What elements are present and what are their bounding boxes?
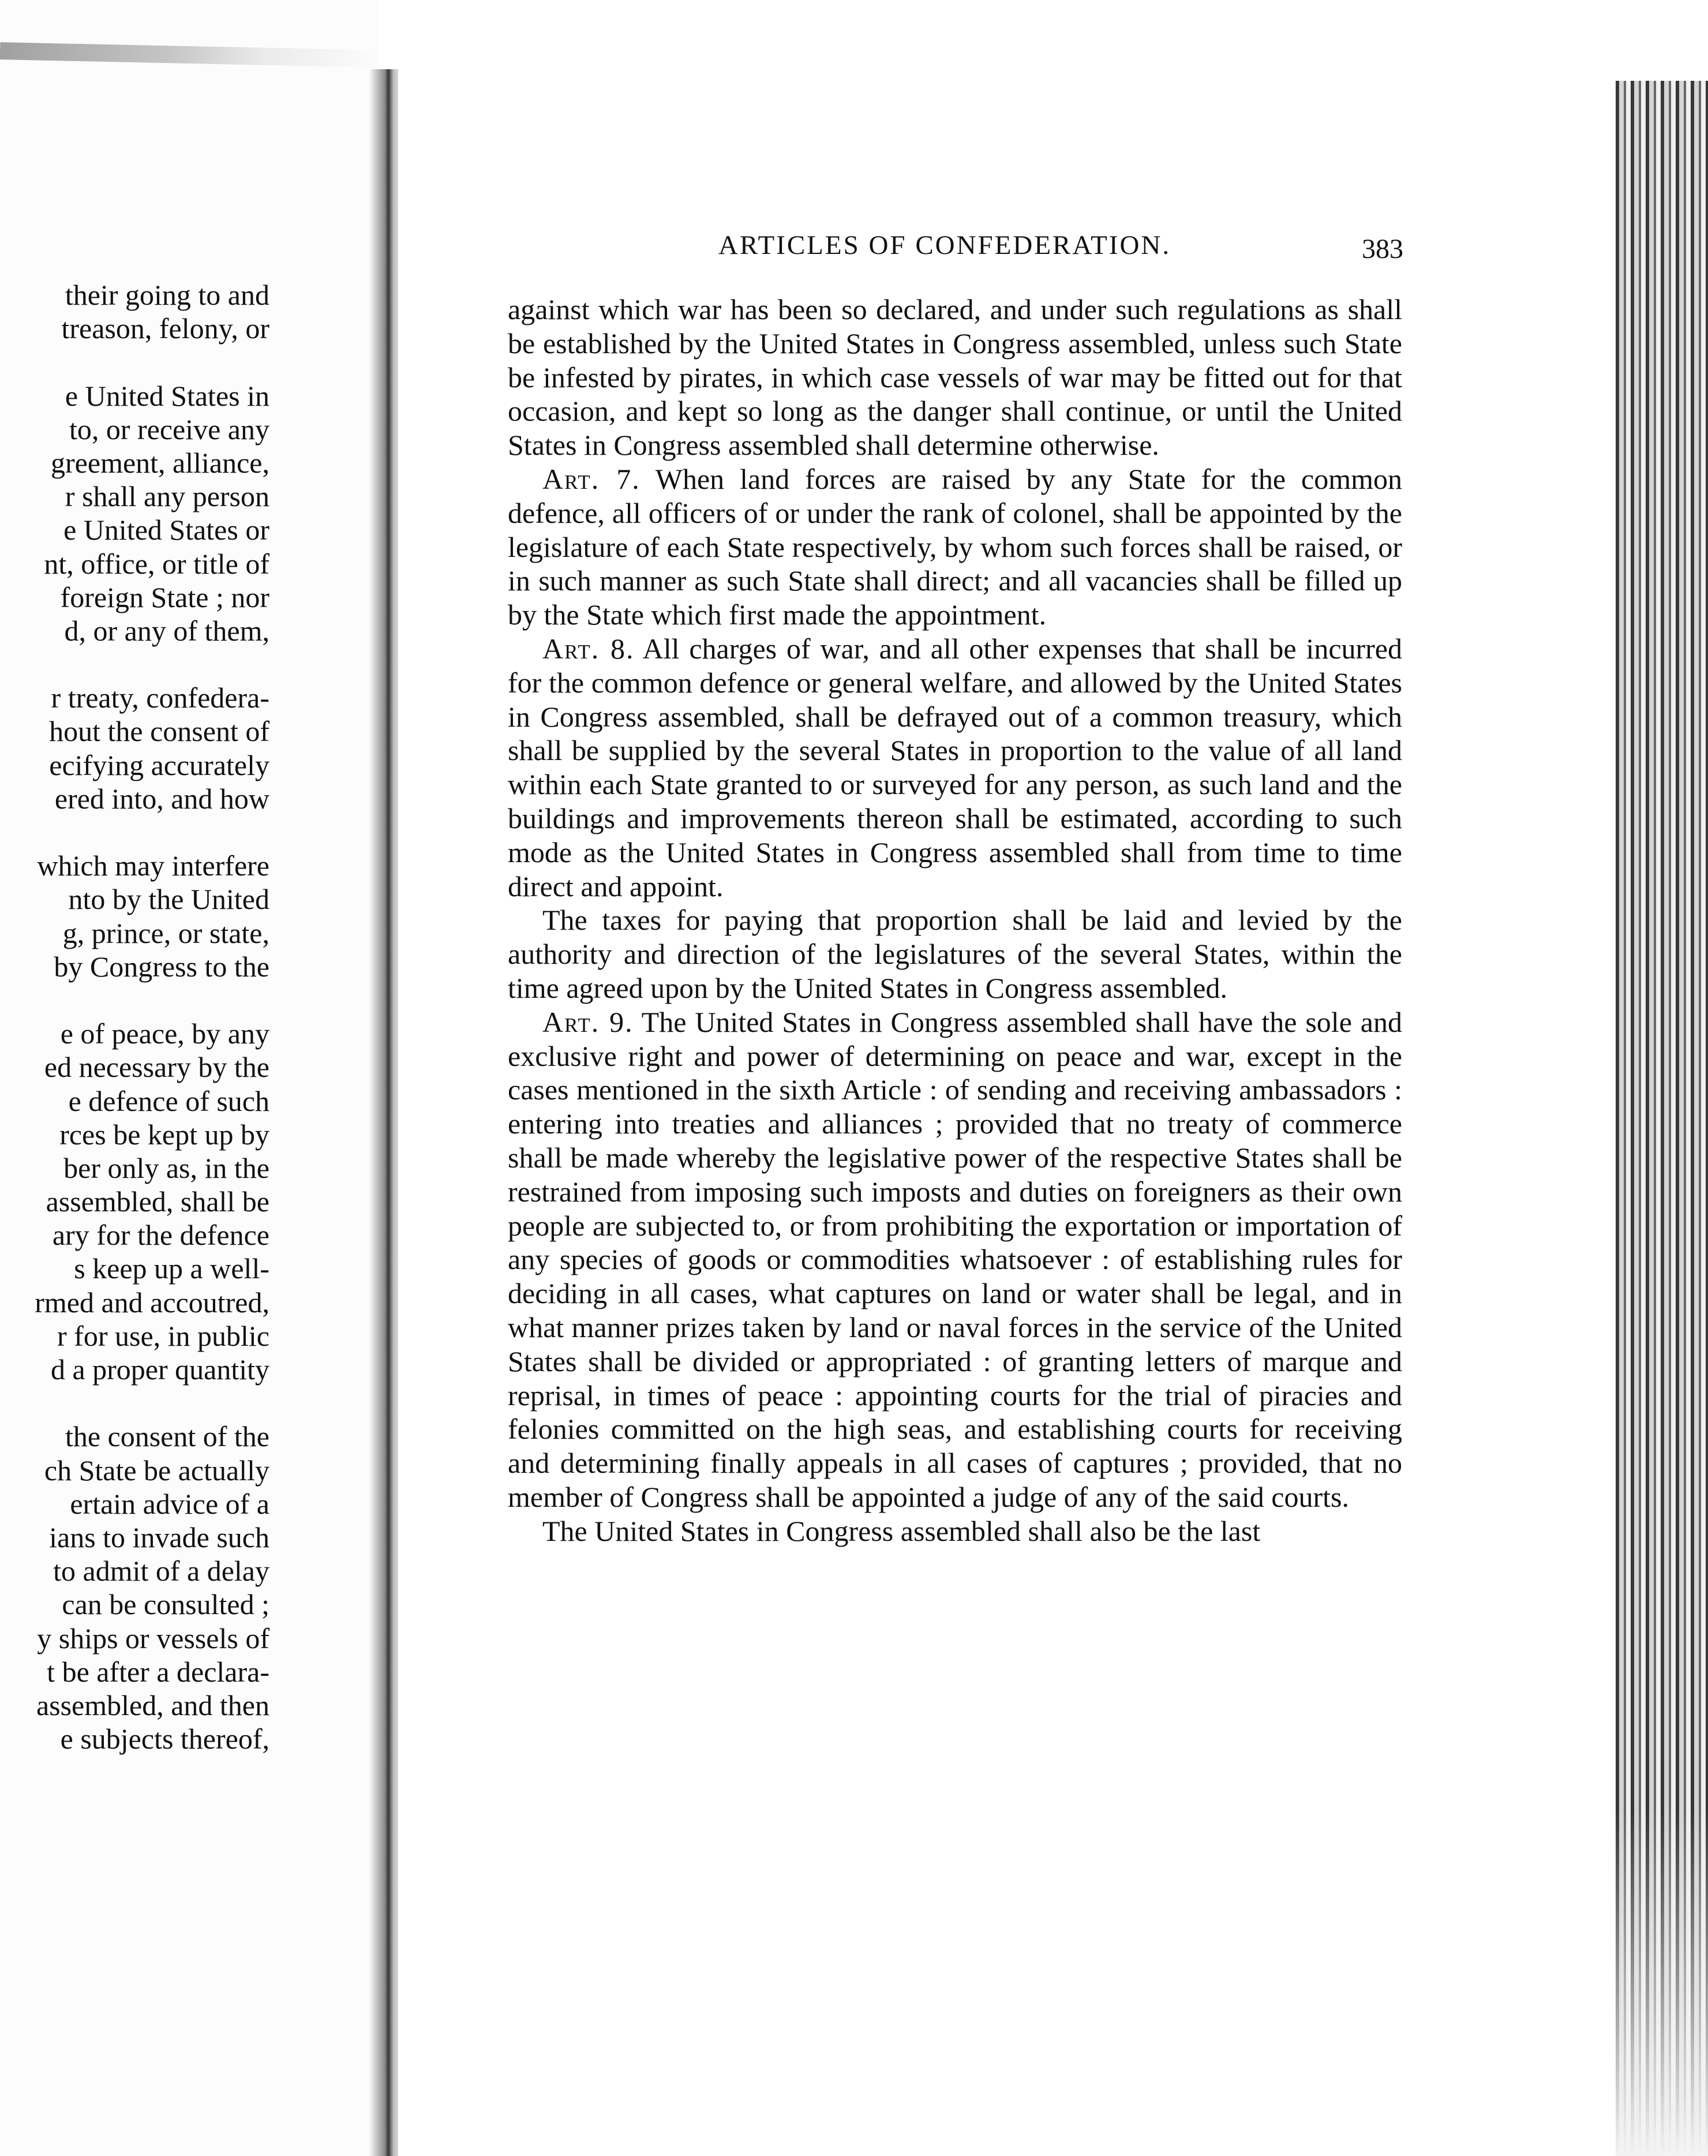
left-page-line: r for use, in public	[57, 1319, 269, 1352]
left-page-line: d, or any of them,	[64, 614, 269, 647]
paragraph-text: The United States in Congress assembled shall also be the last	[542, 1514, 1261, 1547]
left-page-line: ecifying accurately	[49, 748, 269, 781]
left-page-line: y ships or vessels of	[37, 1622, 269, 1655]
left-page-line: by Congress to the	[54, 950, 269, 983]
paragraph-text: against which war has been so declared, and under such regulations as shall be established by the United States in Congress assembled, unless such State be infested by pirates, in which case vessels of war may be fitted out for that occasion, and kept so long as the danger shall continue, or until the United States in Congress assembled shall determine otherwise.	[508, 293, 1402, 462]
left-page-line: greement, alliance,	[51, 446, 269, 479]
left-page-line: e United States in	[65, 379, 269, 412]
running-head: ARTICLES OF CONFEDERATION.	[718, 230, 1171, 260]
article-label: Art. 8.	[542, 632, 635, 665]
paragraph-art-9	[508, 1005, 1402, 1514]
left-page-line: treason, felony, or	[61, 312, 269, 345]
left-page-line: which may interfere	[37, 849, 269, 882]
left-page-line: e United States or	[63, 514, 269, 547]
left-page-line: the consent of the	[65, 1420, 269, 1453]
article-label: Art. 9.	[542, 1005, 634, 1038]
page-number: 383	[1362, 234, 1403, 264]
line-gap	[0, 983, 269, 1017]
left-page-line: ch State be actually	[44, 1454, 269, 1487]
line-gap	[0, 345, 269, 379]
page-edge-shadow	[0, 42, 378, 68]
left-page-line: can be consulted ;	[62, 1588, 269, 1621]
line-gap	[0, 1386, 269, 1420]
left-page-line: ber only as, in the	[63, 1151, 269, 1184]
page-edges	[1616, 81, 1708, 2156]
left-page-line: e of peace, by any	[60, 1017, 269, 1050]
paragraph-art-8	[508, 632, 1402, 903]
left-page-line: e subjects thereof,	[60, 1723, 269, 1756]
left-page-line: their going to and	[65, 279, 269, 311]
left-page-line: assembled, and then	[36, 1689, 269, 1721]
left-page-text	[0, 278, 269, 1756]
paragraph-art-7	[508, 462, 1402, 632]
line-gap	[0, 815, 269, 849]
left-page-line: r shall any person	[65, 480, 269, 513]
paragraph	[508, 1514, 1402, 1548]
left-page	[0, 0, 378, 2156]
left-page-line: nt, office, or title of	[44, 547, 269, 580]
left-page-line: g, prince, or state,	[62, 916, 269, 949]
left-page-line: rces be kept up by	[59, 1118, 269, 1151]
left-page-line: t be after a declara-	[47, 1655, 269, 1688]
paragraph	[508, 903, 1402, 1005]
left-page-line: ed necessary by the	[44, 1051, 269, 1084]
paragraph-text: When land forces are raised by any State for the common defence, all officers of or under the rank of colonel, shall be appointed by the legislature of each State respectively, by whom such forces shall be raised, or in such manner as such State shall direct; and all vacancies shall be filled up by the State which first made the appointment.	[508, 462, 1402, 631]
left-page-line: to, or receive any	[69, 413, 269, 446]
body-text	[508, 293, 1402, 1548]
left-page-line: ered into, and how	[54, 782, 269, 815]
left-page-line: d a proper quantity	[50, 1353, 269, 1386]
left-page-line: r treaty, confedera-	[51, 682, 269, 714]
paragraph-text: All charges of war, and all other expenses that shall be incurred for the common defence or general welfare, and allowed by the United States in Congress assembled, shall be defrayed out of a common treasury, which shall be supplied by the several States in proportion to the value of all land within each State granted to or surveyed for any person, as such land and the buildings and improvements thereon shall be estimated, according to such mode as the United States in Congress assembled shall from time to time direct and appoint.	[508, 632, 1403, 903]
paragraph	[508, 293, 1402, 462]
left-page-line: to admit of a delay	[53, 1555, 269, 1588]
left-page-line: nto by the United	[68, 883, 269, 916]
paragraph-text: The taxes for paying that proportion shall be laid and levied by the authority and direction of the legislatures of the several States, within the time agreed upon by the United States in Congress assembled.	[508, 904, 1402, 1004]
left-page-line: e defence of such	[68, 1084, 269, 1117]
left-page-line: hout the consent of	[49, 715, 269, 748]
article-label: Art. 7.	[542, 462, 640, 495]
paragraph-text: The United States in Congress assembled shall have the sole and exclusive right and power of determining on peace and war, except in the cases mentioned in the sixth Article : of sending and receiving ambassadors : entering into treaties and alliances ; provided that no treaty of commerce shall be made whereby the legislative power of the respective States shall be restrained from imposing such imposts and duties on foreigners as their own people are subjected to, or from prohibiting the exportation or importation of any species of goods or commodities whatsoever : of establishing rules for deciding in all cases, what captures on land or water shall be legal, and in what manner prizes taken by land or naval forces in the service of the United States shall be divided or appropriated : of granting letters of marque and reprisal, in times of peace : appointing courts for the trial of piracies and felonies committed on the high seas, and establishing courts for receiving and determining finally appeals in all cases of captures ; provided, that no member of Congress shall be appointed a judge of any of the said courts.	[508, 1005, 1403, 1513]
left-page-line: ary for the defence	[52, 1219, 269, 1252]
line-gap	[0, 647, 269, 681]
left-page-line: assembled, shall be	[46, 1185, 269, 1218]
left-page-line: ians to invade such	[49, 1521, 269, 1554]
left-page-line: s keep up a well-	[74, 1252, 269, 1285]
left-page-line: foreign State ; nor	[60, 581, 269, 613]
left-page-line: rmed and accoutred,	[35, 1286, 269, 1319]
left-page-line: ertain advice of a	[70, 1487, 269, 1520]
